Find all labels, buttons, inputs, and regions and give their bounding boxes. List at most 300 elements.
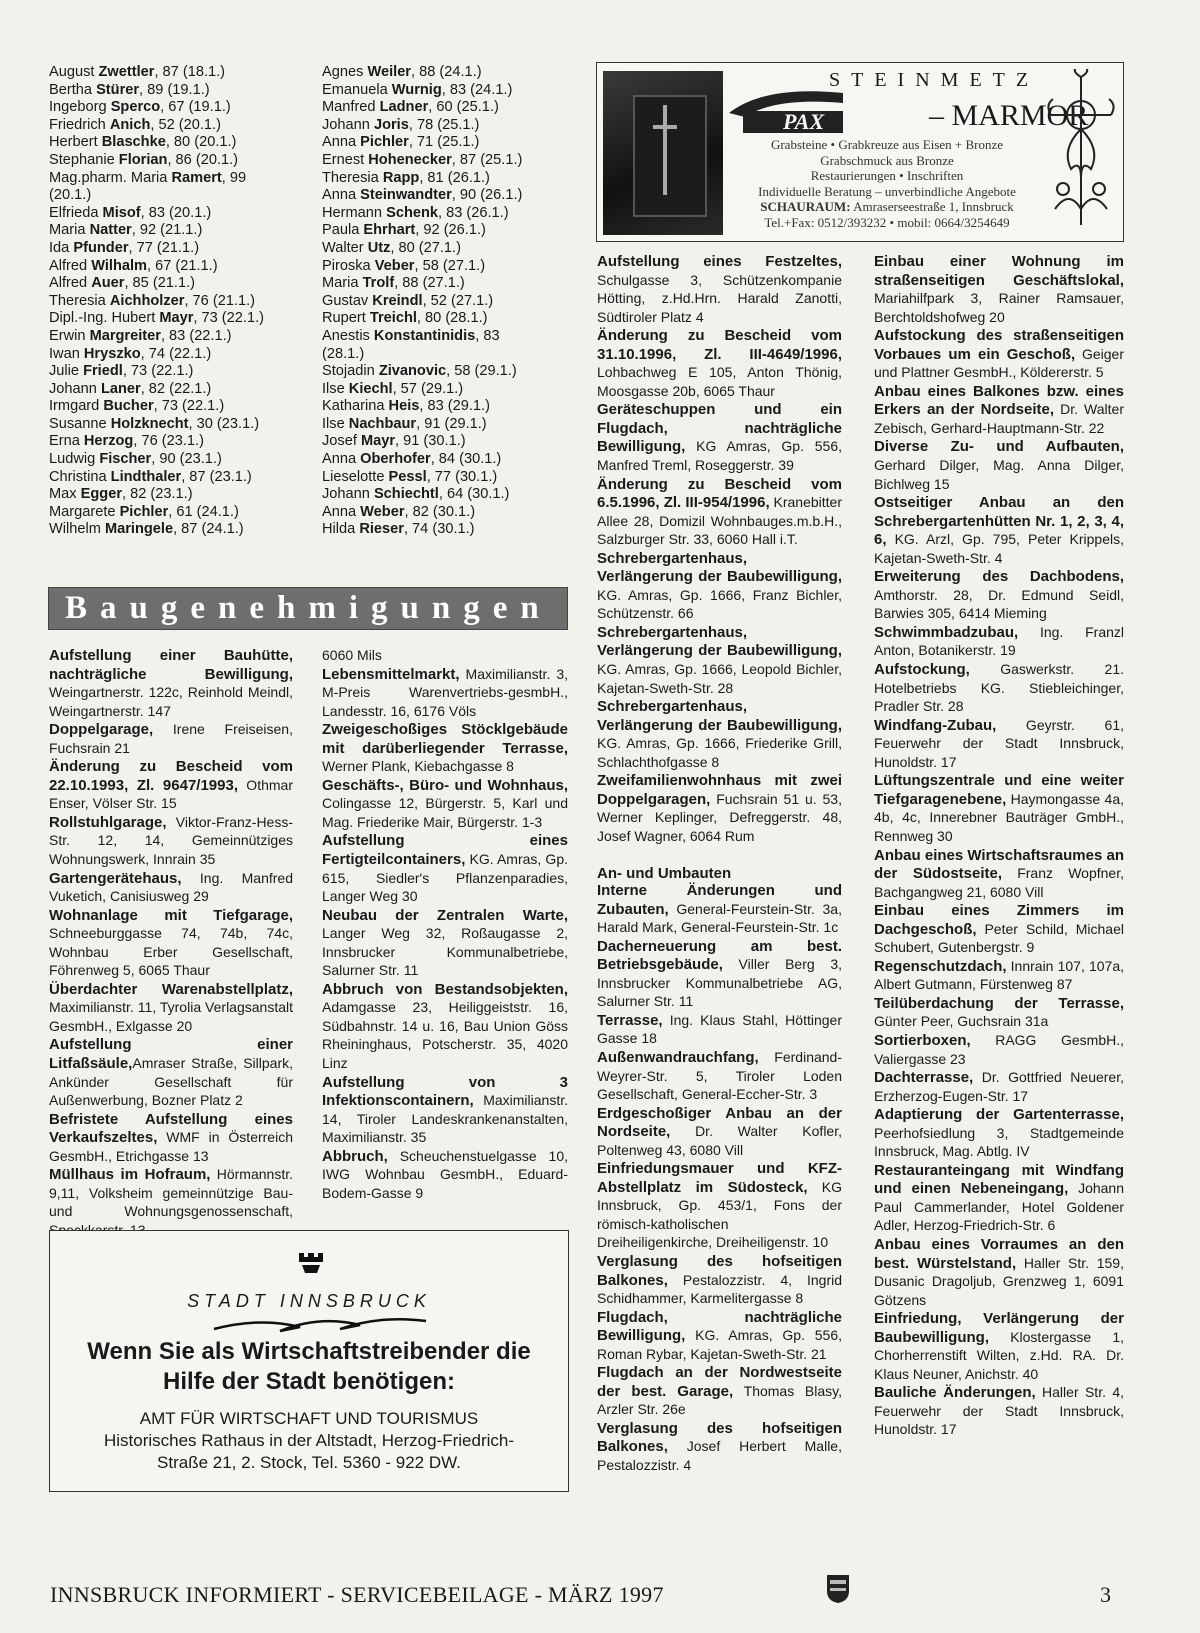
permit-entry — [874, 327, 1124, 383]
last-name: Kiechl — [348, 380, 393, 397]
first-name: Elfrieda — [49, 204, 99, 221]
last-name: Holzknecht — [110, 415, 189, 432]
first-name: Wilhelm — [49, 521, 101, 538]
permit-details: Thomas Blasy, Arzler Str. 26e — [597, 1382, 842, 1418]
section-title: Baugenehmigungen — [65, 590, 552, 626]
first-name: Johann — [322, 116, 370, 133]
obituary-entry — [322, 469, 577, 487]
gravestone-photo — [603, 71, 723, 235]
obituary-entry — [49, 258, 304, 276]
first-name: Maria — [49, 222, 86, 239]
age-date: , 83 — [475, 327, 500, 344]
ad-line: Tel.+Fax: 0512/393232 • mobil: 0664/3254649 — [764, 214, 1010, 230]
obituary-entry — [49, 134, 304, 152]
permit-heading: Erweiterung des Dachbodens, — [874, 568, 1124, 586]
obituary-entry — [49, 240, 304, 258]
permit-column-2 — [322, 647, 568, 1203]
permit-details: Langer Weg 32, Roßaugasse 2, Innsbrucker Kommunalbetriebe, Salurner Str. 11 — [322, 925, 568, 979]
last-name: Aichholzer — [109, 292, 185, 309]
address-line: Historisches Rathaus in der Altstadt, Herzog-Friedrich- — [103, 1431, 515, 1450]
age-date: , 58 (29.1.) — [446, 363, 517, 380]
permit-heading: Verglasung des hofseitigen Balkones, — [597, 1252, 842, 1289]
first-name: Dipl.-Ing. Hubert — [49, 310, 156, 327]
permit-heading: Aufstellung von 3 Infektionscontainern, — [322, 1073, 568, 1110]
obituary-entry — [322, 99, 577, 117]
ad-line: Grabsteine • Grabkreuze aus Eisen + Bronze — [770, 137, 1004, 152]
permit-entry — [874, 253, 1124, 327]
brand-name: – MARMOR — [929, 99, 1089, 132]
last-name: Florian — [118, 151, 168, 168]
age-date: , 92 (26.1.) — [415, 222, 486, 239]
permit-heading: Flugdach, nachträgliche Bewilligung, — [597, 1308, 842, 1345]
obituary-entry — [49, 82, 304, 100]
age-date: , 99 — [221, 169, 247, 186]
obituary-entry — [322, 293, 577, 311]
permit-entry — [874, 438, 1124, 494]
permit-entry — [597, 476, 842, 550]
address-line: Straße 21, 2. Stock, Tel. 5360 - 922 DW. — [157, 1453, 461, 1472]
city-tower-icon — [296, 1249, 326, 1277]
age-date: , 87 (24.1.) — [173, 521, 244, 538]
obituary-entry — [49, 205, 304, 223]
first-name: Ilse — [322, 415, 345, 432]
first-name: Margarete — [49, 503, 116, 520]
showroom-address: Amraserseestraße 1, Innsbruck — [850, 199, 1014, 214]
obituary-column-1 — [49, 64, 304, 539]
obituary-entry — [322, 170, 577, 188]
permit-entry — [49, 907, 293, 981]
permit-details: Haymongasse 4a, 4b, 4c, Innerebner Bauträger GmbH., Rennweg 30 — [874, 790, 1124, 844]
permit-entry — [874, 902, 1124, 958]
last-name: Wilhalm — [91, 257, 148, 274]
permit-details: Colingasse 12, Bürgerstr. 5, Karl und Mag. Friederike Mair, Bürgerstr. 1-3 — [322, 795, 568, 830]
permit-heading: Erdgeschoßiger Anbau an der Nordseite, — [597, 1104, 842, 1141]
last-name: Pfunder — [73, 239, 129, 256]
obituary-entry — [322, 117, 577, 135]
first-name: Johann — [49, 380, 97, 397]
obituary-entry — [49, 328, 304, 346]
obituary-entry — [49, 433, 304, 451]
last-name: Heis — [388, 398, 420, 415]
last-name: Natter — [89, 222, 132, 239]
first-name: Theresia — [322, 169, 379, 186]
pax-logo-icon — [725, 83, 845, 135]
last-name: Rieser — [359, 521, 404, 538]
first-name: Alfred — [49, 257, 88, 274]
permit-entry — [597, 1253, 842, 1309]
permit-heading: Anbau eines Wirtschaftsraumes an der Südostseite, — [874, 846, 1124, 883]
permit-heading: Geschäfts-, Büro- und Wohnhaus, — [322, 776, 568, 794]
last-name: Trolf — [362, 275, 395, 292]
permit-entry — [49, 814, 293, 870]
permit-column-4 — [874, 253, 1124, 1440]
last-name: Oberhofer — [360, 451, 431, 468]
first-name: Stojadin — [322, 363, 375, 380]
permit-heading: Ostseitiger Anbau an den Schrebergartenhütten Nr. 1, 2, 3, 4, 6, — [874, 494, 1124, 549]
age-date: , 84 (30.1.) — [430, 451, 502, 468]
permit-details: KG. Amras, Gp. 556, Roman Rybar, Kajetan-Sweth-Str. 21 — [597, 1327, 842, 1362]
last-name: Laner — [100, 380, 141, 397]
permit-entry — [49, 1111, 293, 1167]
permit-details: Dr. Walter Zebisch, Gerhard-Hauptmann-Str. 22 — [874, 401, 1124, 436]
obituary-entry — [322, 328, 577, 346]
permit-details: Adamgasse 23, Heiliggeiststr. 16, Südbahnstr. 14 u. 16, Bau Union Göss Rheininghaus, Potscherstr. 35, 4020 Linz — [322, 999, 568, 1072]
first-name: Johann — [322, 486, 370, 503]
obituary-entry — [322, 222, 577, 240]
age-date: , 83 (26.1.) — [438, 204, 509, 221]
first-name: Anestis — [322, 327, 370, 344]
first-name: Ida — [49, 239, 70, 256]
permit-entry — [322, 981, 568, 1074]
permit-heading: Änderung zu Bescheid vom 22.10.1993, Zl. 9647/1993, — [49, 758, 293, 794]
permit-details: KG. Amras, Gp. 1666, Friederike Grill, Schlachthofgasse 8 — [597, 735, 842, 770]
age-date: , 90 (26.1.) — [451, 187, 523, 204]
age-date: , 61 (24.1.) — [168, 503, 239, 520]
page-number: 3 — [1100, 1582, 1111, 1607]
permit-heading: Anbau eines Vorraumes an den best. Würstelstand, — [874, 1235, 1124, 1272]
obituary-entry — [49, 381, 304, 399]
permit-entry — [322, 1148, 568, 1204]
age-date: , 80 (28.1.) — [416, 310, 488, 327]
permit-heading: Lebensmittelmarkt, — [322, 665, 460, 683]
last-name: Friedl — [83, 363, 123, 380]
permit-details: Werner Plank, Kiebachgasse 8 — [322, 758, 514, 775]
permit-details: KG. Arzl, Gp. 795, Peter Krippels, Kajetan-Sweth-Str. 4 — [874, 531, 1124, 566]
permit-details: KG. Amras, Gp. 1666, Leopold Bichler, Kajetan-Sweth-Str. 28 — [597, 661, 842, 696]
first-name: Mag.pharm. Maria — [49, 169, 168, 186]
first-name: Hermann — [322, 204, 383, 221]
first-name: Rupert — [322, 310, 366, 327]
permit-details: Dr. Gottfried Neuerer, Erzherzog-Eugen-Str. 17 — [874, 1069, 1124, 1104]
permit-details: Haller Str. 159, Dusanic Dragoljub, Grenzweg 1, 6091 Götzens — [874, 1254, 1124, 1308]
permit-entry — [597, 1364, 842, 1420]
age-date: , 30 (23.1.) — [188, 415, 260, 432]
age-date: , 78 (25.1.) — [408, 116, 480, 133]
permit-heading: Einfriedungsmauer und KFZ-Abstellplatz im Südosteck, — [597, 1160, 842, 1196]
last-name: Ladner — [379, 99, 429, 116]
permit-heading: Überdachter Warenabstellplatz, — [49, 980, 293, 998]
ad-details — [737, 137, 1037, 230]
permit-details: KG. Amras, Gp. 615, Siedler's Pflanzenparadies, Langer Weg 30 — [322, 851, 568, 905]
permit-entry — [597, 1049, 842, 1105]
age-date: , 74 (22.1.) — [140, 345, 212, 362]
steinmetz-label: STEINMETZ — [829, 69, 1040, 91]
last-name: Blaschke — [101, 134, 166, 151]
permit-entry — [874, 847, 1124, 903]
last-name: Veber — [374, 257, 415, 274]
first-name: Herbert — [49, 134, 98, 151]
first-name: Alfred — [49, 275, 88, 292]
section-banner — [48, 587, 568, 630]
permit-details: Franz Wopfner, Bachgangweg 21, 6080 Vill — [874, 865, 1124, 900]
age-date: , 52 (20.1.) — [150, 116, 221, 133]
last-name: Pessl — [388, 468, 427, 485]
permit-details: Dr. Walter Kofler, Poltenweg 43, 6080 Vill — [597, 1123, 842, 1158]
age-date: , 83 (29.1.) — [419, 398, 490, 415]
last-name: Zwettler — [98, 64, 155, 80]
last-name: Hohenecker — [368, 151, 452, 168]
permit-entry — [322, 666, 568, 722]
age-date: , 81 (26.1.) — [419, 169, 490, 186]
obituary-entry — [322, 82, 577, 100]
permit-heading: Neubau der Zentralen Warte, — [322, 906, 568, 924]
permit-heading: Einbau eines Zimmers im Dachgeschoß, — [874, 902, 1124, 938]
city-crest-icon — [826, 1574, 850, 1604]
permit-heading: Aufstellung einer Litfaßsäule, — [49, 1036, 293, 1073]
permit-heading: Dacherneuerung am best. Betriebsgebäude, — [597, 937, 842, 974]
obituary-entry — [322, 134, 577, 152]
age-date: , 64 (30.1.) — [438, 486, 510, 503]
last-name: Maringele — [104, 521, 174, 538]
permit-list — [597, 253, 842, 847]
headline-line: Wenn Sie als Wirtschaftstreibender die — [87, 1338, 531, 1365]
permit-details: Klostergasse 1, Chorherrenstift Wilten, z.Hd. RA. Dr. Klaus Neuner, Anichstr. 40 — [874, 1328, 1124, 1382]
permit-heading: Müllhaus im Hofraum, — [49, 1166, 211, 1184]
first-name: Anna — [322, 451, 357, 468]
first-name: Josef — [322, 433, 357, 450]
age-date: , 67 (19.1.) — [160, 99, 231, 116]
city-name: STADT INNSBRUCK — [187, 1291, 431, 1311]
obituary-entry — [322, 152, 577, 170]
obituary-entry — [322, 64, 577, 82]
obituary-entry — [322, 205, 577, 223]
permit-details: Schneeburggasse 74, 74b, 74c, Wohnbau Erber Gesellschaft, Föhrenweg 5, 6065 Thaur — [49, 925, 293, 979]
permit-details: KG Amras, Gp. 556, Manfred Treml, Roseggerstr. 39 — [597, 438, 842, 474]
first-name: Maria — [322, 275, 359, 292]
first-name: Theresia — [49, 292, 106, 309]
last-name: Schenk — [386, 204, 439, 221]
last-name: Auer — [91, 275, 125, 292]
age-date: , 83 (22.1.) — [160, 327, 232, 344]
last-name: Margreiter — [89, 327, 161, 344]
obituary-entry — [49, 398, 304, 416]
obituary-entry — [322, 187, 577, 205]
pax-marmor-ad — [596, 62, 1124, 242]
first-name: Manfred — [322, 99, 376, 116]
permit-entry — [597, 327, 842, 401]
permit-entry — [49, 721, 293, 758]
last-name: Kreindl — [372, 292, 423, 309]
permit-entry — [874, 958, 1124, 995]
permit-heading: Diverse Zu- und Aufbauten, — [874, 438, 1124, 456]
first-name: Gustav — [322, 292, 369, 309]
last-name: Pichler — [360, 134, 409, 151]
permit-entry — [322, 1074, 568, 1148]
permit-heading: Lüftungszentrale und eine weiter Tiefgaragenebene, — [874, 772, 1124, 808]
permit-entry — [874, 1069, 1124, 1106]
permit-entry — [874, 624, 1124, 661]
age-date: , 91 (30.1.) — [395, 433, 466, 450]
permit-details: KG Innsbruck, Gp. 453/1, Fons der römisch-katholischen Dreiheiligenkirche, Dreiheiligenstr. 10 — [597, 1178, 842, 1251]
obituary-entry — [322, 346, 577, 364]
permit-heading: Rollstuhlgarage, — [49, 813, 167, 831]
permit-heading: Dachterrasse, — [874, 1069, 974, 1087]
ad-line: Grabschmuck aus Bronze — [820, 152, 954, 168]
ad-line — [737, 199, 1037, 215]
first-name: Emanuela — [322, 81, 388, 98]
stadt-innsbruck-ad — [49, 1230, 569, 1492]
first-name: Susanne — [49, 415, 107, 432]
permit-heading: Änderung zu Bescheid vom 6.5.1996, Zl. III-954/1996, — [597, 475, 842, 512]
permit-entry — [597, 1309, 842, 1365]
permit-entry — [597, 698, 842, 772]
age-date: , 58 (27.1.) — [414, 257, 486, 274]
permit-details: Ing. Manfred Vuketich, Canisiusweg 29 — [49, 869, 293, 905]
permit-details: Geiger und Plattner GesmbH., Köldererstr. 5 — [874, 345, 1124, 381]
first-name: Friedrich — [49, 116, 106, 133]
age-date: , 74 (30.1.) — [403, 521, 475, 538]
permit-heading: Befristete Aufstellung eines Verkaufszeltes, — [49, 1110, 293, 1147]
ad-line: Individuelle Beratung – unverbindliche Angebote — [758, 183, 1016, 199]
permit-entry — [597, 772, 842, 846]
age-date: , 87 (23.1.) — [181, 468, 252, 485]
permit-entry — [597, 938, 842, 1012]
permit-entry — [597, 624, 842, 698]
permit-details: Hörmannstr. 9,11, Volksheim gemeinnützige Bau- und Wohnungsgenossenschaft, — [49, 1166, 293, 1220]
permit-entry — [322, 832, 568, 906]
permit-heading: Terrasse, — [597, 1011, 663, 1029]
permit-details: Gaswerkstr. 21. Hotelbetriebs KG. Stiebleichinger, Pradler Str. 28 — [874, 661, 1124, 715]
age-date: , 88 (24.1.) — [411, 64, 482, 80]
showroom-label: SCHAURAUM: — [760, 199, 851, 214]
permit-details: Amraser Straße, Sillpark, Ankünder Gesellschaft für Außenwerbung, Bozner Platz 2 — [49, 1055, 293, 1109]
age-date: , 73 (22.1.) — [153, 398, 225, 415]
permit-details: Viller Berg 3, Innsbrucker Kommunalbetriebe AG, Salurner Str. 11 — [597, 956, 842, 1010]
last-name: Schiechtl — [373, 486, 439, 503]
permit-details: Ferdinand-Weyrer-Str. 5, Tiroler Loden Gesellschaft, General-Eccher-Str. 3 — [597, 1048, 842, 1103]
obituary-entry — [322, 275, 577, 293]
permit-heading: Schrebergartenhaus, Verlängerung der Baubewilligung, — [597, 623, 842, 660]
first-name: Ingeborg — [49, 99, 107, 116]
first-name: Stephanie — [49, 151, 115, 168]
first-name: Iwan — [49, 345, 80, 362]
permit-heading: Bauliche Änderungen, — [874, 1384, 1036, 1402]
obituary-entry — [49, 521, 304, 539]
first-name: Agnes — [322, 64, 364, 80]
permit-heading: Flugdach an der Nordwestseite der best. Garage, — [597, 1364, 842, 1400]
obituary-entry — [49, 152, 304, 170]
permit-details: Peter Schild, Michael Schubert, Gutenbergstr. 9 — [874, 920, 1124, 956]
age-date: , 92 (21.1.) — [131, 222, 203, 239]
last-name: Mayr — [159, 310, 194, 327]
obituary-entry — [49, 187, 304, 205]
permit-entry — [597, 1160, 842, 1253]
first-name: Ernest — [322, 151, 365, 168]
permit-heading: Außenwandrauchfang, — [597, 1048, 759, 1066]
first-name: Paula — [322, 222, 360, 239]
permit-heading: Schrebergartenhaus, Verlängerung der Baubewilligung, — [597, 698, 842, 734]
first-name: Ludwig — [49, 451, 96, 468]
permit-heading: Regenschutzdach, — [874, 957, 1007, 975]
last-name: Ehrhart — [363, 222, 416, 239]
age-date: , 76 (23.1.) — [133, 433, 204, 450]
permit-entry — [49, 758, 293, 814]
obituary-entry — [322, 310, 577, 328]
river-wave-icon — [210, 1311, 430, 1335]
obituary-entry — [49, 504, 304, 522]
permit-column-3 — [597, 253, 842, 1476]
obituary-entry — [49, 293, 304, 311]
permit-heading: Einbau einer Wohnung im straßenseitigen Geschäftslokal, — [874, 253, 1124, 289]
permit-details: Lohbachweg E 105, Anton Thönig, Moosgasse 20b, 6065 Thaur — [597, 364, 842, 399]
first-name: Ilse — [322, 380, 345, 397]
pax-logo-text: PAX — [783, 109, 825, 134]
obituary-entry — [49, 363, 304, 381]
obituary-entry — [49, 310, 304, 328]
permit-entry — [874, 1384, 1124, 1440]
permit-details: Othmar Enser, Völser Str. 15 — [49, 776, 293, 812]
last-name: Ramert — [171, 169, 222, 186]
obituary-entry — [322, 240, 577, 258]
permit-entry — [597, 882, 842, 938]
first-name: (20.1.) — [49, 187, 92, 204]
permit-column-1 — [49, 647, 293, 1241]
permit-heading: Schwimmbadzubau, — [874, 623, 1019, 641]
office-address — [50, 1430, 568, 1474]
permit-details: RAGG GesmbH., Valiergasse 23 — [874, 1031, 1124, 1067]
first-name: Hilda — [322, 521, 356, 538]
permit-heading: Aufstellung eines Fertigteilcontainers, — [322, 832, 568, 869]
headline-line: Hilfe der Stadt benötigen: — [162, 1368, 455, 1395]
permit-details: Kranebitter Allee 28, Domizil Wohnbauges.m.b.H., Salzburger Str. 33, 6060 Hall i.T. — [597, 494, 842, 548]
last-name: Anich — [109, 116, 151, 133]
permit-entry — [49, 870, 293, 907]
permit-details: Maximilianstr. 3, M-Preis Warenvertriebs-gesmbH., Landesstr. 16, 6176 Völs — [322, 665, 568, 719]
permit-entry — [597, 550, 842, 624]
age-date: , 80 (20.1.) — [165, 134, 237, 151]
permit-heading: Zweigeschoßiges Stöcklgebäude mit darüberliegender Terrasse, — [322, 721, 568, 757]
first-name: Anna — [322, 503, 357, 520]
permit-heading: Doppelgarage, — [49, 721, 154, 739]
age-date: , 83 (20.1.) — [140, 204, 212, 221]
obituary-column-2 — [322, 64, 577, 539]
age-date: , 89 (19.1.) — [139, 81, 210, 98]
obituary-entry — [49, 275, 304, 293]
ad-line: Restaurierungen • Inschriften — [810, 168, 964, 183]
age-date: , 83 (24.1.) — [441, 81, 513, 98]
age-date: , 60 (25.1.) — [428, 99, 499, 116]
obituary-entry — [49, 64, 304, 82]
permit-details: Irene Freiseisen, Fuchsrain 21 — [49, 721, 293, 756]
obituary-entry — [322, 486, 577, 504]
last-name: Wurnig — [391, 81, 442, 98]
first-name: Lieselotte — [322, 468, 385, 485]
permit-entry — [597, 1420, 842, 1476]
permit-heading: Änderung zu Bescheid vom 31.10.1996, Zl. III-4649/1996, — [597, 327, 842, 363]
permit-heading: Abbruch, — [322, 1147, 388, 1165]
permit-entry — [49, 647, 293, 721]
last-name: Egger — [80, 486, 122, 503]
last-name: Weber — [360, 503, 405, 520]
first-name: Walter — [322, 239, 364, 256]
permit-details: Innrain 107, 107a, Albert Gutmann, Fürstenweg 87 — [874, 957, 1124, 993]
last-name: Hryszko — [83, 345, 141, 362]
last-name: Utz — [367, 239, 391, 256]
permit-entry — [874, 1106, 1124, 1162]
first-name: Erwin — [49, 327, 86, 344]
permit-heading: Aufstellung eines Festzeltes, — [597, 253, 842, 270]
last-name: Lindthaler — [110, 468, 182, 485]
last-name: Bucher — [103, 398, 154, 415]
age-date: , 77 (30.1.) — [426, 468, 498, 485]
permit-heading: Einfriedung, Verlängerung der Baubewilligung, — [874, 1310, 1124, 1346]
obituary-entry — [322, 451, 577, 469]
permit-entry — [597, 1012, 842, 1049]
permit-heading: Adaptierung der Gartenterrasse, — [874, 1106, 1124, 1124]
permit-heading: Restauranteingang mit Windfang und einen Nebeneingang, — [874, 1161, 1124, 1198]
permit-heading: Teilüberdachung der Terrasse, — [874, 994, 1124, 1012]
first-name: Christina — [49, 468, 107, 485]
